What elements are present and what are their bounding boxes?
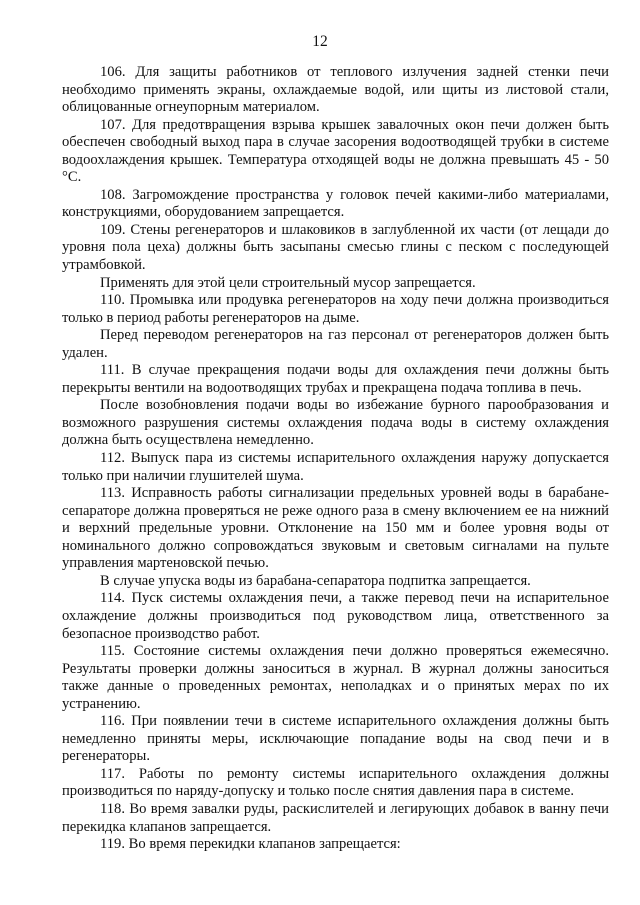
paragraph-112: 112. Выпуск пара из системы испарительного охлаждения наружу допускается только при наличии глушителей шума. (62, 450, 609, 484)
paragraph-117: 117. Работы по ремонту системы испарительного охлаждения должны производиться по наряду-допуску и только после снятия давления пара в системе. (62, 765, 609, 800)
paragraph-108: 108. Загромождение пространства у головок печей какими-либо материалами, конструкциями, оборудованием запрещается. (62, 186, 609, 221)
page-number: 12 (312, 33, 328, 50)
paragraph-115: 115. Состояние системы охлаждения печи должно проверяться ежемесячно. Результаты проверки должны заноситься в журнал. В журнал должны заноситься также данные о проведенных ремонтах, неполадках и о принятых мерах по их устранению. (62, 643, 609, 712)
paragraph-106: 106. Для защиты работников от теплового излучения задней стенки печи необходимо применять экраны, охлаждаемые водой, или щиты из листовой стали, облицованные огнеупорным материалом. (62, 64, 609, 116)
paragraph-113-note: В случае упуска воды из барабана-сепаратора подпитка запрещается. (100, 572, 531, 589)
paragraph-109: 109. Стены регенераторов и шлаковиков в заглубленной их части (от лещади до уровня пола цеха) должны быть засыпаны смесью глины с песком с последующей утрамбовкой. (62, 221, 609, 274)
paragraph-114: 114. Пуск системы охлаждения печи, а также перевод печи на испарительное охлаждение должны производиться под руководством лица, ответственного за безопасное производство работ. (62, 590, 609, 642)
document-body (62, 64, 609, 854)
paragraph-107: 107. Для предотвращения взрыва крышек завалочных окон печи должен быть обеспечен свободный выход пара в случае засорения водоотводящей трубки в системе водоохлаждения крышек. Температура отходящей воды не должна превышать 45 - 50 °С. (62, 116, 609, 186)
paragraph-116: 116. При появлении течи в системе испарительного охлаждения должны быть немедленно приняты меры, исключающие попадание воды на свод печи и в регенераторы. (62, 713, 609, 765)
paragraph-109-note: Применять для этой цели строительный мусор запрещается. (100, 274, 476, 291)
paragraph-113: 113. Исправность работы сигнализации предельных уровней воды в барабане-сепараторе должна проверяться не реже одного раза в смену включением ее на нижний и верхний предельные уровни. Отклонение на 150 мм и более уровня воды от номинального должно сопровождаться звуковым и световым сигналами на пульте управления мартеновской печью. (62, 485, 609, 572)
paragraph-110-note: Перед переводом регенераторов на газ персонал от регенераторов должен быть удален. (62, 327, 609, 361)
paragraph-111: 111. В случае прекращения подачи воды для охлаждения печи должны быть перекрыты вентили на водоотводящих трубах и прекращена подача топлива в печь. (62, 362, 609, 396)
paragraph-110: 110. Промывка или продувка регенераторов на ходу печи должна производиться только в период работы регенераторов на дыме. (62, 292, 609, 326)
paragraph-111-note: После возобновления подачи воды во избежание бурного парообразования и возможного разрушения системы охлаждения подача воды в систему охлаждения должна быть осуществлена немедленно. (62, 397, 609, 449)
paragraph-119: 119. Во время перекидки клапанов запрещается: (100, 836, 401, 853)
paragraph-118: 118. Во время завалки руды, раскислителей и легирующих добавок в ванну печи перекидка клапанов запрещается. (62, 800, 609, 835)
